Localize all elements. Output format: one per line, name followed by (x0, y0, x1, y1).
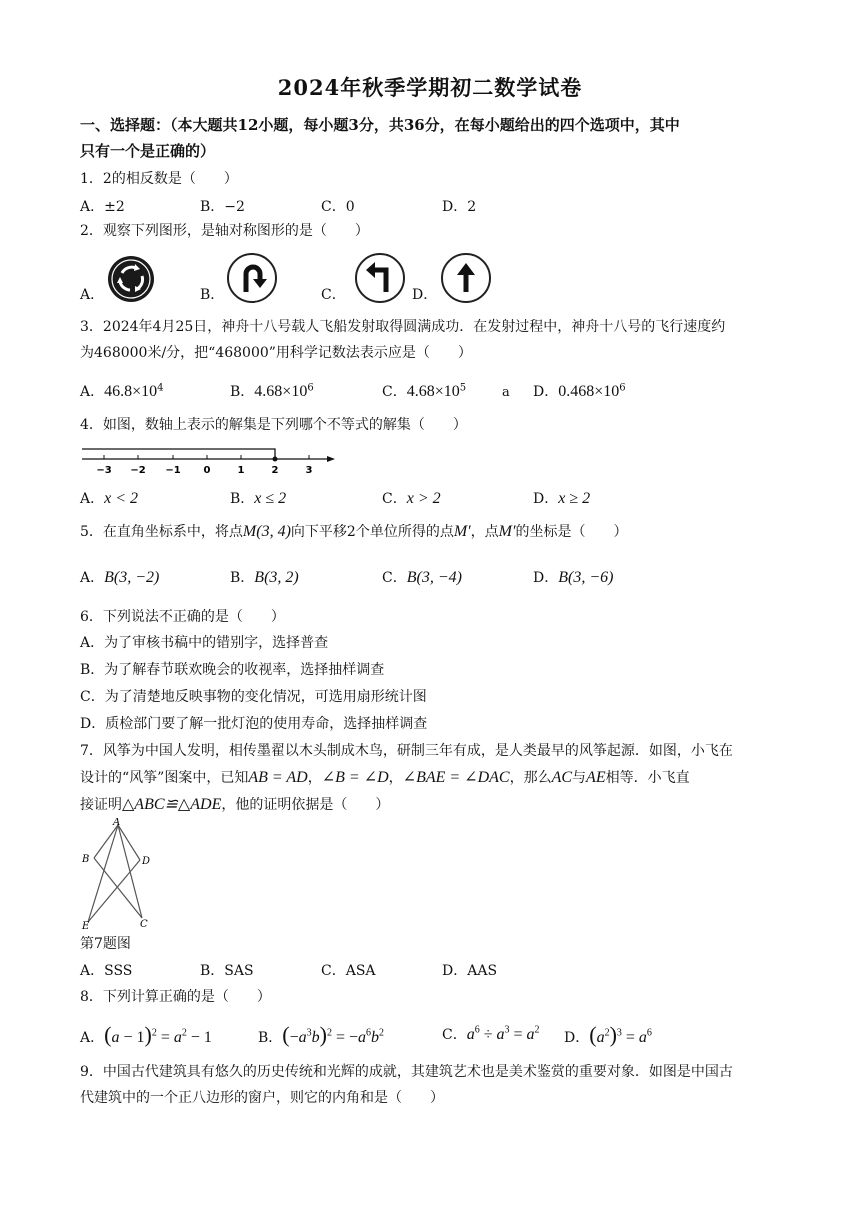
q3-options (80, 377, 790, 407)
q4-option-c-label: C． (382, 491, 407, 507)
q7-option-c: C．ASA (321, 963, 376, 979)
q3-option-c-label: C． (382, 384, 407, 400)
q5-option-b-label: B． (230, 570, 255, 586)
q7-line2 (80, 765, 790, 791)
recycle-circle-icon (106, 254, 156, 308)
q7-seg-ae: AE (586, 769, 606, 786)
q4-option-a-label: A． (80, 491, 105, 507)
q2-stem: 2．观察下列图形，是轴对称图形的是（ ） (80, 223, 369, 239)
q5-option-d-label: D． (533, 570, 559, 586)
q6-option-d: D．质检部门要了解一批灯泡的使用寿命，选择抽样调查 (80, 716, 428, 732)
tick-label-neg1: −1 (165, 465, 181, 476)
q5-stem-post: 的坐标是（ ） (515, 524, 628, 540)
q4-options (80, 484, 790, 514)
q7-cond-angle-b-d: ∠B = ∠D (321, 769, 389, 786)
q7-sep1: ， (307, 770, 322, 786)
q3-option-d (533, 377, 626, 407)
q4-option-d-math: x ≥ 2 (558, 490, 591, 507)
q8-option-d: D．$(a^2)^3 = a^6$ (564, 1022, 652, 1047)
q9-line1: 9．中国古代建筑具有悠久的历史传统和光辉的成就，其建筑艺术也是美术鉴赏的重要对象．如图是中国古 (80, 1064, 733, 1080)
q5-option-b-math: B(3, 2) (254, 569, 299, 586)
q5-option-c (382, 563, 462, 593)
q4-option-c-math: x > 2 (406, 490, 441, 507)
q5-stem-mid2: ，点 (470, 524, 499, 540)
q1-stem: 1．2的相反数是（ ） (80, 171, 238, 187)
q2-label-d: D． (412, 287, 438, 303)
q5-option-a-math: B(3, −2) (104, 569, 160, 586)
q3-option-c-base: 4.68×10 (406, 383, 460, 400)
q4-option-b-math: x ≤ 2 (254, 490, 287, 507)
q3-option-b-exp: 6 (307, 382, 314, 394)
q5-point-m-prime: M′ (453, 523, 471, 540)
q3-line2: 为468000米/分，把“468000”用科学记数法表示应是（ ） (80, 345, 472, 361)
q7-figure-caption: 第7题图 (80, 936, 131, 952)
tick-label-1: 1 (237, 465, 245, 476)
q3-option-c (382, 377, 466, 407)
q6-option-b: B．为了解春节联欢晚会的收视率，选择抽样调查 (80, 662, 385, 678)
q5-option-c-math: B(3, −4) (406, 569, 462, 586)
section-heading-line2: 只有一个是正确的） (80, 142, 216, 160)
q8-stem: 8．下列计算正确的是（ ） (80, 989, 271, 1005)
q5-point-m-prime-2: M′ (498, 523, 516, 540)
q8-option-c-label: C． (442, 1027, 467, 1043)
q7-line3 (80, 792, 790, 818)
fig-label-b: B (82, 854, 90, 865)
tick-label-neg2: −2 (130, 465, 146, 476)
q1-option-b: B．−2 (200, 199, 245, 215)
fig-label-d: D (142, 856, 151, 867)
fig-label-e: E (82, 921, 90, 930)
q2-label-b: B． (200, 287, 225, 303)
q4-option-c (382, 484, 441, 514)
q3-option-a (80, 377, 164, 407)
q1-option-a: A．±2 (80, 199, 125, 215)
q5-option-c-label: C． (382, 570, 407, 586)
q3-option-b-label: B． (230, 384, 255, 400)
q5-stem (80, 519, 790, 545)
q7-line2-mid: ，那么 (509, 770, 552, 786)
exam-title: 2024年秋季学期初二数学试卷 (277, 75, 583, 100)
q5-option-d (533, 563, 613, 593)
q3-option-d-label: D． (533, 384, 559, 400)
q4-option-d (533, 484, 590, 514)
q8-option-b-label: B． (258, 1030, 283, 1046)
q4-stem: 4．如图，数轴上表示的解集是下列哪个不等式的解集（ ） (80, 417, 467, 433)
q8-option-a: A．$(a - 1)^2 = a^2 - 1$ (80, 1022, 212, 1047)
q3-stray-mark: a (502, 385, 510, 400)
up-arrow-icon (440, 252, 492, 308)
q8-option-c: C．$a^6 \div a^3 = a^2$ (442, 1024, 540, 1043)
q4-option-a (80, 484, 138, 514)
q8-options (80, 1020, 790, 1054)
q7-cond-angle-bae-dac: ∠BAE = ∠DAC (402, 769, 510, 786)
q7-option-d: D．AAS (442, 963, 498, 979)
q3-option-d-base: 0.468×10 (558, 383, 620, 400)
q2-label-c: C． (321, 287, 346, 303)
q7-cond-ab-ad: AB = AD (248, 769, 308, 786)
section-heading-line1: 一、选择题：（本大题共12小题，每小题3分，共36分，在每小题给出的四个选项中，其中 (80, 116, 680, 134)
q4-option-d-label: D． (533, 491, 559, 507)
q7-option-a: A．SSS (80, 963, 133, 979)
q6-option-c: C．为了清楚地反映事物的变化情况，可选用扇形统计图 (80, 689, 427, 705)
left-turn-arrow-icon (354, 252, 406, 308)
q7-line2-pre: 设计的“风筝”图案中，已知 (80, 770, 249, 786)
q5-options (80, 563, 790, 593)
q3-option-b-base: 4.68×10 (254, 383, 308, 400)
q3-option-b (230, 377, 314, 407)
q5-point-m: M(3, 4) (242, 523, 291, 540)
q3-option-c-exp: 5 (459, 382, 467, 394)
q5-option-a (80, 563, 159, 593)
tick-label-3: 3 (305, 465, 313, 476)
q8-option-a-label: A． (80, 1030, 105, 1046)
q8-option-d-label: D． (564, 1030, 590, 1046)
q5-option-d-math: B(3, −6) (558, 569, 614, 586)
number-line-figure (80, 446, 340, 482)
q4-option-b-label: B． (230, 491, 255, 507)
tick-label-0: 0 (203, 465, 211, 476)
q4-option-a-math: x < 2 (104, 490, 139, 507)
q8-option-b: B．$(-a^3b)^2 = -a^6b^2$ (258, 1022, 385, 1047)
q3-option-a-label: A． (80, 384, 105, 400)
q3-option-d-exp: 6 (619, 382, 626, 394)
q1-option-d: D．2 (442, 199, 477, 215)
q7-seg-ac: AC (551, 769, 573, 786)
q3-option-a-base: 46.8×10 (104, 383, 158, 400)
q3-line1: 3．2024年4月25日，神舟十八号载人飞船发射取得圆满成功．在发射过程中，神舟十八号的飞行速度约 (80, 319, 726, 335)
q7-line3-post: ，他的证明依据是（ ） (221, 797, 390, 813)
u-turn-arrow-icon (226, 252, 278, 308)
q6-stem: 6．下列说法不正确的是（ ） (80, 609, 285, 625)
q6-option-a: A．为了审核书稿中的错别字，选择普查 (80, 635, 329, 651)
q9-line2: 代建筑中的一个正八边形的窗户，则它的内角和是（ ） (80, 1090, 444, 1106)
q7-line2-with: 与 (572, 770, 587, 786)
q5-option-b (230, 563, 299, 593)
fig-label-a: A (113, 818, 121, 828)
tick-label-neg3: −3 (96, 465, 112, 476)
q7-option-b: B．SAS (200, 963, 254, 979)
q5-option-a-label: A． (80, 570, 105, 586)
q1-option-c: C．0 (321, 199, 355, 215)
q7-line1: 7．风筝为中国人发明，相传墨翟以木头制成木鸟，研制三年有成，是人类最早的风筝起源．如图，小飞在 (80, 743, 733, 759)
q7-line3-pre: 接证明 (80, 797, 122, 813)
q7-line2-post: 相等．小飞直 (605, 770, 690, 786)
q4-option-b (230, 484, 286, 514)
q7-sep2: ， (388, 770, 403, 786)
q2-options (80, 254, 790, 310)
kite-figure (80, 818, 160, 934)
q5-stem-mid: 向下平移2个单位所得的点 (290, 524, 454, 540)
q7-options (80, 956, 790, 986)
q7-congruence: △ABC≌△ADE (122, 796, 222, 813)
q5-stem-pre: 5．在直角坐标系中，将点 (80, 524, 243, 540)
q2-label-a: A． (80, 287, 105, 303)
q3-option-a-exp: 4 (157, 382, 164, 394)
fig-label-c: C (140, 919, 148, 930)
tick-label-2: 2 (271, 465, 279, 476)
